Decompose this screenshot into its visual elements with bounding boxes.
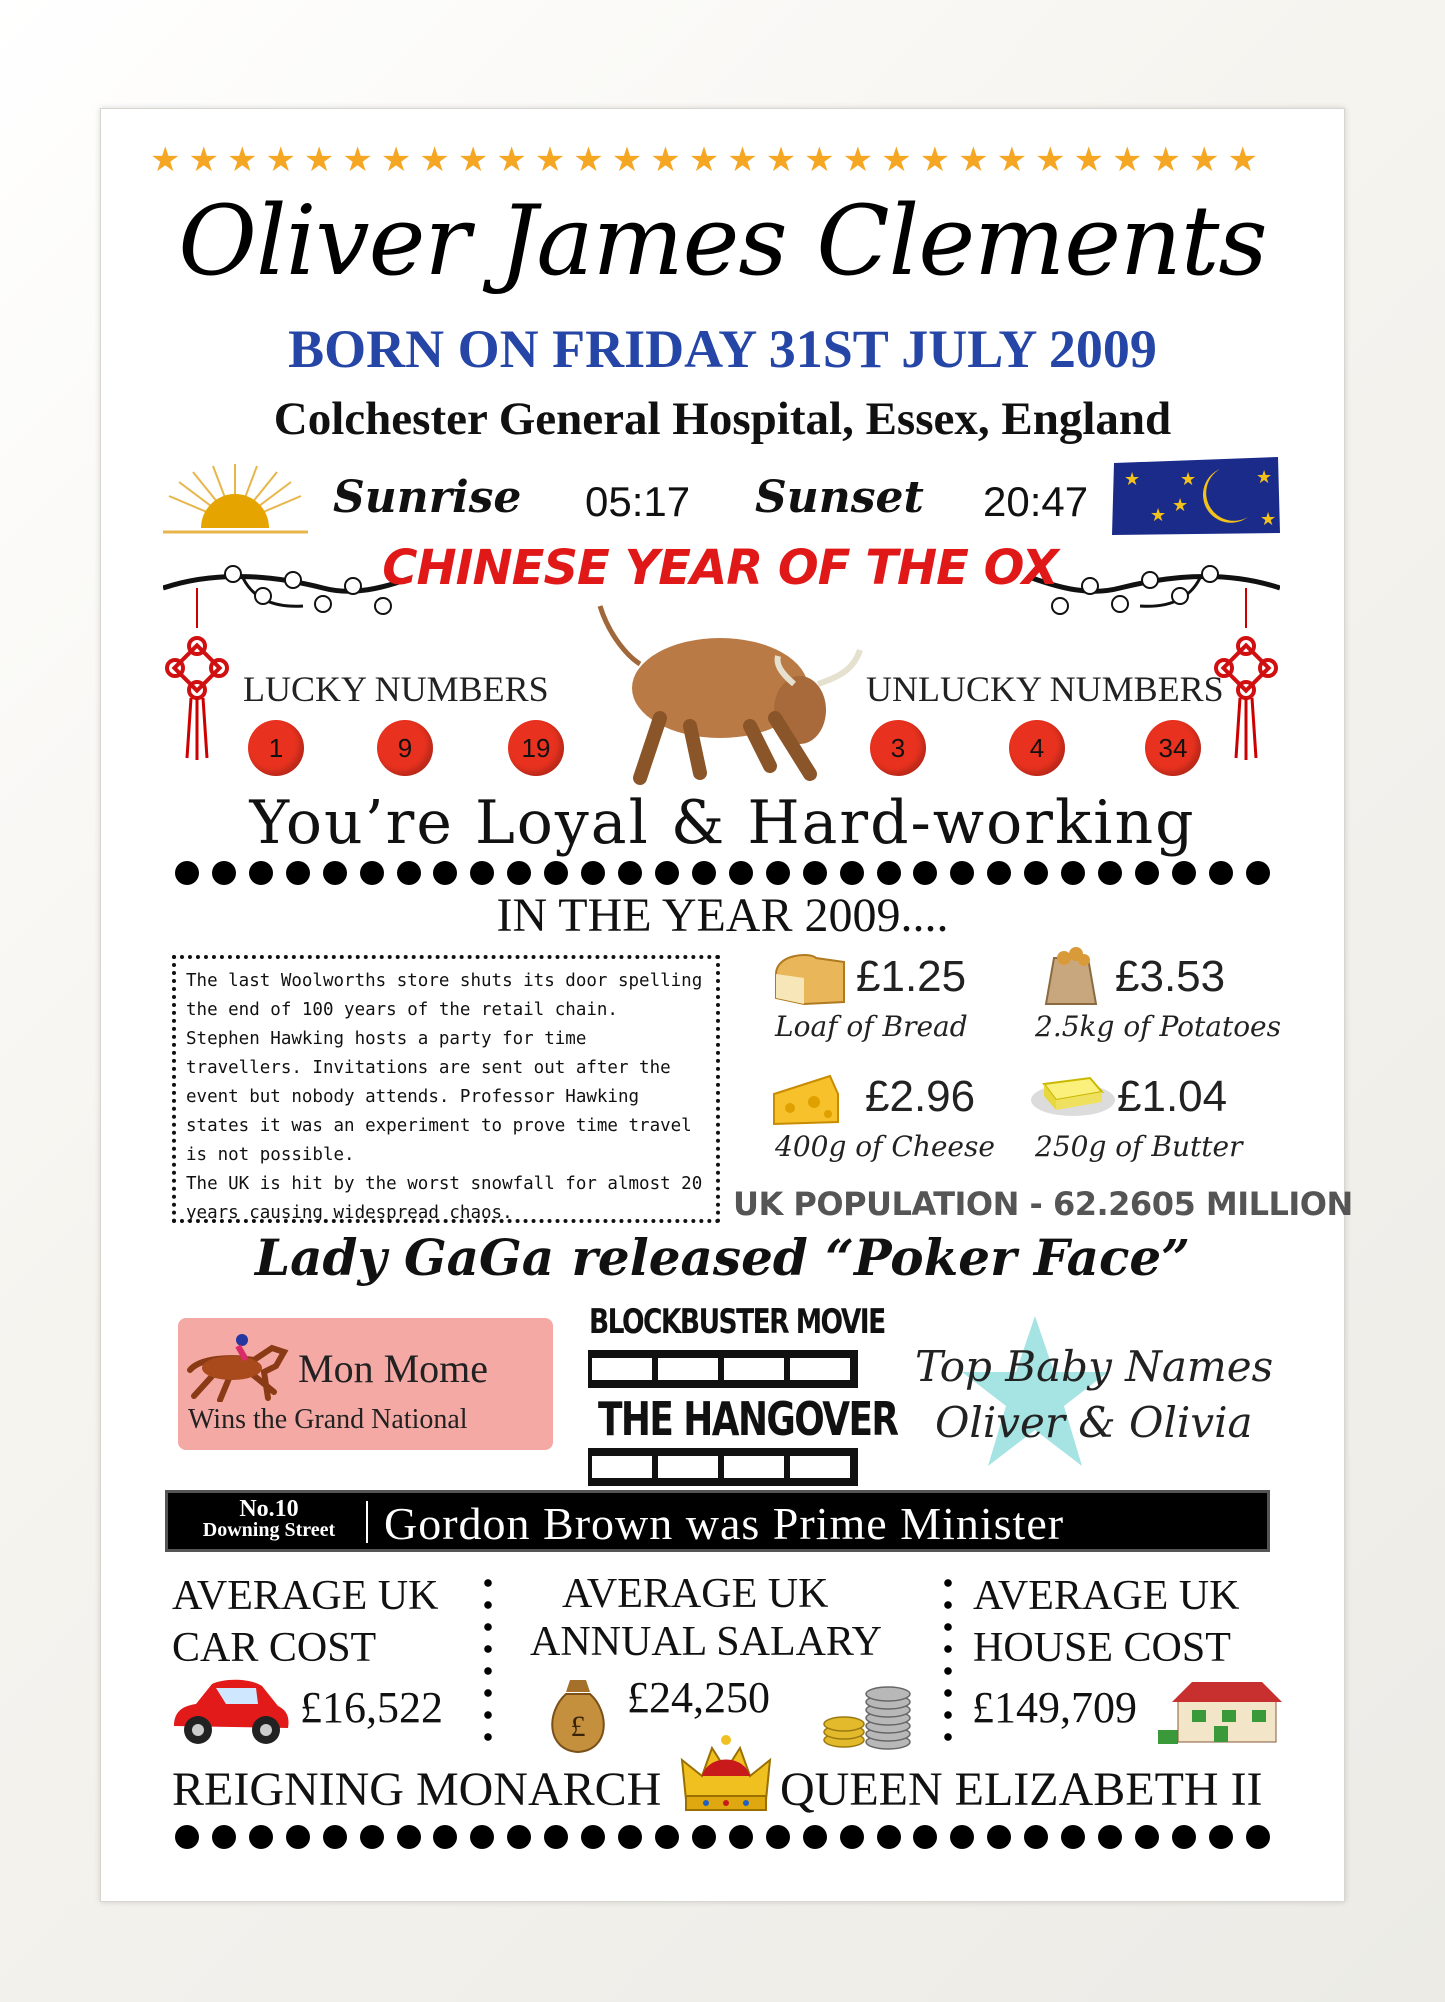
dot-divider: [175, 858, 1270, 888]
svg-text:★: ★: [1150, 505, 1167, 526]
prime-minister-bar: [165, 1490, 1270, 1552]
house-cost-title-2: HOUSE COST: [973, 1625, 1231, 1671]
salary-title-2: ANNUAL SALARY: [530, 1619, 882, 1665]
svg-text:★: ★: [1256, 467, 1273, 488]
svg-text:★: ★: [1260, 509, 1277, 530]
horse-name: Mon Mome: [298, 1346, 488, 1391]
cheese-price: £2.96: [865, 1072, 976, 1121]
unlucky-number: 34: [1145, 720, 1201, 776]
star-border: ★★★★★★★★★★★★★★★★★★★★★★★★★★★★★: [150, 140, 1266, 176]
crown-icon: [678, 1730, 774, 1816]
lucky-number: 19: [508, 720, 564, 776]
cheese-label: 400g of Cheese: [775, 1130, 995, 1163]
racehorse-icon: [180, 1330, 290, 1402]
svg-text:★: ★: [1172, 495, 1189, 516]
sign-street: Downing Street: [202, 1519, 336, 1541]
blockbuster-label: BLOCKBUSTER MOVIE: [589, 1302, 885, 1342]
downing-street-sign: [174, 1496, 364, 1541]
unlucky-number: 3: [870, 720, 926, 776]
baby-names-title: Top Baby Names: [915, 1342, 1274, 1391]
horse-subtitle: Wins the Grand National: [188, 1404, 468, 1435]
event-item: The UK is hit by the worst snowfall for almost 20 years causing widespread chaos.: [186, 1174, 703, 1223]
night-moon-icon: [1110, 455, 1282, 537]
chinese-year-title: CHINESE YEAR OF THE OX: [382, 540, 1058, 596]
house-icon: [1158, 1680, 1284, 1744]
monarch-label: REIGNING MONARCH: [172, 1763, 662, 1816]
movie-title: THE HANGOVER: [598, 1392, 898, 1446]
baby-name: Oliver James Clements: [178, 185, 1267, 297]
star-icon: [960, 1312, 1110, 1472]
money-bag-icon: [542, 1672, 614, 1756]
year-heading: IN THE YEAR 2009....: [496, 889, 949, 942]
salary-value: £24,250: [627, 1673, 770, 1722]
music-fact: Lady GaGa released “Poker Face”: [254, 1228, 1190, 1287]
butter-icon: [1030, 1070, 1116, 1118]
cheese-icon: [770, 1072, 842, 1128]
bread-price: £1.25: [856, 952, 967, 1001]
house-cost-title-1: AVERAGE UK: [973, 1573, 1240, 1619]
butter-label: 250g of Butter: [1035, 1130, 1243, 1163]
svg-text:★: ★: [1180, 469, 1197, 490]
zodiac-trait: You’re Loyal & Hard-working: [249, 788, 1196, 858]
house-cost-value: £149,709: [972, 1683, 1137, 1732]
sunset-time: 20:47: [983, 478, 1089, 525]
prime-minister-text: Gordon Brown was Prime Minister: [384, 1498, 1065, 1549]
bread-label: Loaf of Bread: [775, 1010, 968, 1043]
car-cost-title-1: AVERAGE UK: [172, 1573, 439, 1619]
events-box: [172, 955, 720, 1223]
coins-icon: [822, 1680, 932, 1752]
dotted-separator: [484, 1572, 492, 1752]
film-strip: [588, 1350, 858, 1388]
sunrise-icon: [163, 462, 308, 540]
baby-names: Oliver & Olivia: [935, 1398, 1253, 1447]
car-cost-title-2: CAR COST: [172, 1625, 377, 1671]
film-strip: [588, 1448, 858, 1486]
ox-icon: [580, 598, 870, 788]
sunrise-time: 05:17: [585, 478, 691, 525]
dotted-separator: [944, 1572, 952, 1752]
lucky-numbers-label: LUCKY NUMBERS: [243, 669, 549, 709]
sign-divider: [366, 1501, 368, 1543]
car-cost-value: £16,522: [300, 1683, 443, 1732]
potatoes-price: £3.53: [1115, 952, 1226, 1001]
uk-population: UK POPULATION - 62.2605 MILLION: [733, 1185, 1353, 1223]
svg-text:£: £: [570, 1710, 586, 1743]
birth-place: Colchester General Hospital, Essex, England: [273, 393, 1172, 445]
lucky-number: 1: [248, 720, 304, 776]
salary-title-1: AVERAGE UK: [562, 1571, 829, 1617]
car-icon: [168, 1676, 292, 1748]
birth-date: BORN ON FRIDAY 31ST JULY 2009: [288, 319, 1157, 379]
event-item: Stephen Hawking hosts a party for time travellers. Invitations are sent out after the event but nobody attends. Professor Hawking states it was an experiment to prove time travel is not possible.: [186, 1029, 692, 1165]
svg-text:★: ★: [1124, 469, 1141, 490]
event-item: The last Woolworths store shuts its door spelling the end of 100 years of the retail chain.: [186, 971, 703, 1020]
bread-icon: [770, 948, 850, 1008]
unlucky-number: 4: [1009, 720, 1065, 776]
lucky-number: 9: [377, 720, 433, 776]
potatoes-label: 2.5kg of Potatoes: [1035, 1010, 1281, 1043]
monarch-name: QUEEN ELIZABETH II: [780, 1763, 1263, 1816]
sunrise-label: Sunrise: [333, 472, 522, 523]
dot-divider: [175, 1822, 1270, 1852]
potato-sack-icon: [1040, 944, 1102, 1010]
butter-price: £1.04: [1117, 1072, 1228, 1121]
sunset-label: Sunset: [755, 472, 924, 523]
sign-number: No.10: [239, 1496, 299, 1522]
unlucky-numbers-label: UNLUCKY NUMBERS: [866, 669, 1224, 709]
